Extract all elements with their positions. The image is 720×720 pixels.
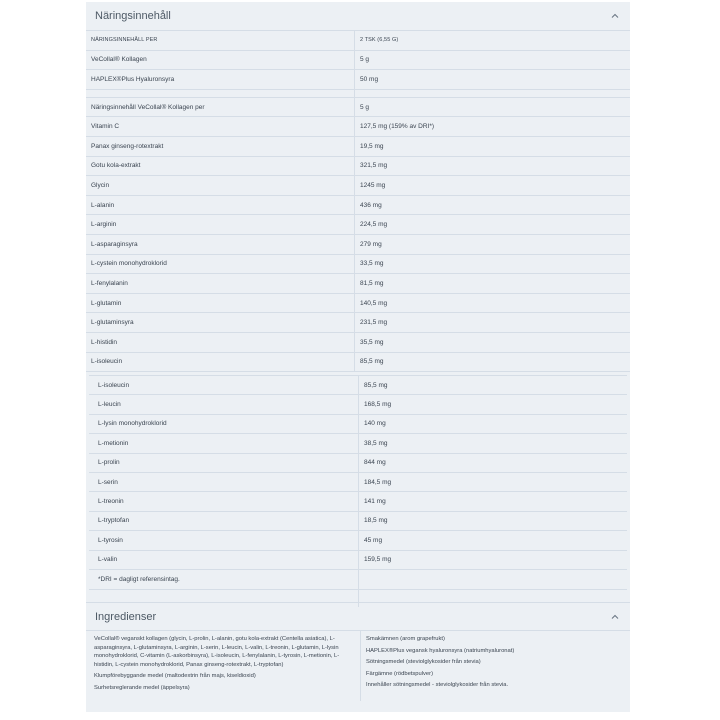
row-value: 19,5 mg xyxy=(360,142,384,150)
ingredients-table xyxy=(86,630,630,701)
row-label: Panax ginseng-rotextrakt xyxy=(86,137,355,156)
row-value: 5 g xyxy=(360,103,370,111)
row-label: L-isoleucin xyxy=(89,376,359,394)
chevron-up-icon[interactable] xyxy=(610,11,620,21)
ingredient-item: Klumpförebyggande medel (maltodextrin från majs, kiseldioxid) xyxy=(94,673,256,680)
nutrition-table-continued xyxy=(89,375,627,607)
table-row xyxy=(86,274,630,294)
row-value: 38,5 mg xyxy=(364,439,388,447)
table-row xyxy=(86,70,630,90)
ingredient-item: Färgämne (rödbetspulver) xyxy=(366,670,434,677)
table-row xyxy=(86,235,630,255)
row-value: 140,5 mg xyxy=(360,299,388,307)
row-value: 321,5 mg xyxy=(360,162,388,170)
table-row xyxy=(86,157,630,177)
ingredient-item: Smakämnen (arom grapefrukt) xyxy=(366,636,445,642)
product-info-panel xyxy=(86,2,630,712)
row-value: 184,5 mg xyxy=(364,478,392,486)
ingredient-item: HAPLEX®Plus vegansk hyaluronsyra (natriumhyaluronat) xyxy=(366,647,515,654)
ingredient-item: Innehåller sötningsmedel - steviolglykosider från stevia. xyxy=(366,682,509,689)
row-label: L-fenylalanin xyxy=(86,274,355,293)
table-row xyxy=(89,531,627,550)
row-value: 141 mg xyxy=(364,498,386,506)
row-value: 436 mg xyxy=(360,201,382,209)
row-value: 85,5 mg xyxy=(360,358,384,366)
nutrition-accordion-header[interactable] xyxy=(86,2,630,30)
row-label: L-glutaminsyra xyxy=(86,313,355,332)
row-label: L-lysin monohydroklorid xyxy=(89,415,359,433)
table-row xyxy=(89,395,627,414)
row-value: 279 mg xyxy=(360,240,382,248)
footnote: *DRI = dagligt referensintag. xyxy=(89,570,359,589)
row-value: 844 mg xyxy=(364,459,386,467)
row-label: L-serin xyxy=(89,473,359,491)
table-row xyxy=(86,255,630,275)
table-row xyxy=(86,294,630,314)
row-label: Näringsinnehåll VeCollal® Kollagen per xyxy=(86,98,355,117)
row-label: L-leucin xyxy=(89,395,359,413)
row-value: 5 g xyxy=(360,56,370,64)
table-row xyxy=(89,492,627,511)
row-value: 140 mg xyxy=(364,420,386,428)
row-label: Gotu kola-extrakt xyxy=(86,157,355,176)
row-label: HAPLEX®Plus Hyaluronsyra xyxy=(86,70,355,89)
table-row xyxy=(86,215,630,235)
table-row xyxy=(89,376,627,395)
row-label: L-glutamin xyxy=(86,294,355,313)
ingredients-title: Ingredienser xyxy=(95,610,157,623)
table-row xyxy=(89,473,627,492)
ingredients-left-column xyxy=(86,631,361,701)
row-label: Vitamin C xyxy=(86,117,355,136)
nutrition-header-value: 2 TSK (6,55 G) xyxy=(360,37,399,44)
row-value: 224,5 mg xyxy=(360,221,388,229)
row-label: L-asparaginsyra xyxy=(86,235,355,254)
nutrition-table xyxy=(86,30,630,372)
table-row xyxy=(89,454,627,473)
nutrition-header-label: NÄRINGSINNEHÅLL PER xyxy=(86,31,355,50)
row-value: 168,5 mg xyxy=(364,401,392,409)
row-value: 159,5 mg xyxy=(364,556,392,564)
row-value: 50 mg xyxy=(360,75,379,83)
table-row xyxy=(86,176,630,196)
row-label: L-prolin xyxy=(89,454,359,472)
table-row xyxy=(89,551,627,570)
table-row xyxy=(86,31,630,51)
ingredients-accordion-header[interactable] xyxy=(86,602,630,630)
table-row xyxy=(86,117,630,137)
table-row xyxy=(86,313,630,333)
table-spacer-row xyxy=(86,90,630,98)
row-value: 85,5 mg xyxy=(364,381,388,389)
table-row xyxy=(89,512,627,531)
row-label: L-histidin xyxy=(86,333,355,352)
row-label: L-cystein monohydroklorid xyxy=(86,255,355,274)
ingredients-right-column xyxy=(361,631,630,701)
row-value: 18,5 mg xyxy=(364,517,388,525)
ingredient-item: Sötningsmedel (steviolglykosider från stevia) xyxy=(366,659,481,666)
row-label: L-tryptofan xyxy=(89,512,359,530)
table-row xyxy=(89,415,627,434)
ingredient-item: Surhetsreglerande medel (äppelsyra) xyxy=(94,684,190,691)
row-value: 231,5 mg xyxy=(360,319,388,327)
row-value: 35,5 mg xyxy=(360,338,384,346)
table-row xyxy=(86,333,630,353)
table-row xyxy=(86,196,630,216)
table-row xyxy=(86,98,630,118)
table-row xyxy=(89,434,627,453)
row-value: 1245 mg xyxy=(360,181,386,189)
row-label: L-metionin xyxy=(89,434,359,452)
table-row xyxy=(86,353,630,373)
row-label: L-treonin xyxy=(89,492,359,510)
row-label: L-arginin xyxy=(86,215,355,234)
ingredient-item: VeCollal® veganskt kollagen (glycin, L-prolin, L-alanin, gotu kola-extrakt (Centella asiatica), L-asparaginsyra, L-glutaminsyra, L-arginin, L-serin, L-leucin, L-valin, L-treonin, L-glutamin, L-lysin monohydroklorid, C-vitamin (L-askorbinsyra), L-isoleucin, L-fenylalanin, L-tyrosin, L-metionin, L-histidin, L-cystein monohydroklorid, Panax ginseng-rotextrakt, L-tryptofan) xyxy=(94,636,340,668)
table-row xyxy=(89,570,627,590)
table-row xyxy=(86,51,630,71)
row-value: 127,5 mg (159% av DRI*) xyxy=(360,123,435,131)
row-label: L-isoleucin xyxy=(86,353,355,372)
row-label: VeCollal® Kollagen xyxy=(86,51,355,70)
table-row xyxy=(86,137,630,157)
row-label: L-valin xyxy=(89,551,359,569)
row-value: 33,5 mg xyxy=(360,260,384,268)
row-value: 81,5 mg xyxy=(360,279,384,287)
row-label: L-tyrosin xyxy=(89,531,359,549)
row-label: L-alanin xyxy=(86,196,355,215)
row-value: 45 mg xyxy=(364,536,383,544)
row-label: Glycin xyxy=(86,176,355,195)
chevron-up-icon[interactable] xyxy=(610,612,620,622)
nutrition-title: Näringsinnehåll xyxy=(95,10,171,22)
